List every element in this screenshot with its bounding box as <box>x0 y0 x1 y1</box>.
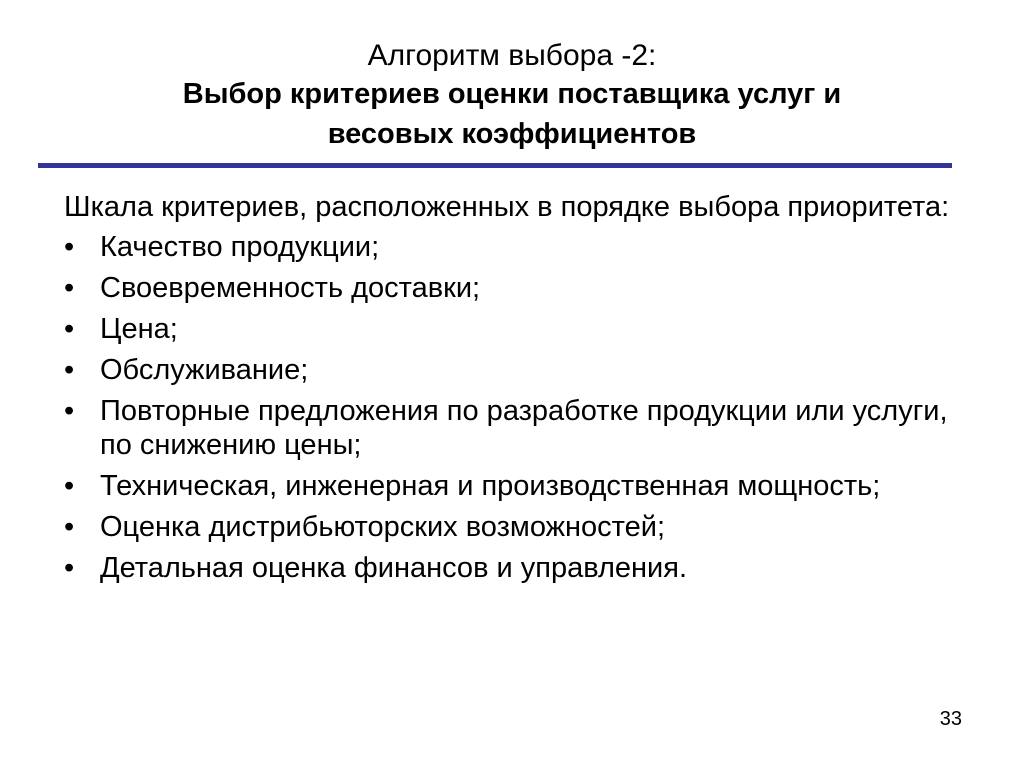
list-item <box>64 271 964 305</box>
title-divider <box>38 163 952 168</box>
title-subheading: Алгоритм выбора -2: <box>367 39 657 72</box>
list-item <box>64 394 964 462</box>
list-item-text: Техническая, инженерная и производственная мощность; <box>100 470 881 502</box>
page-number: 33 <box>939 708 962 730</box>
list-item <box>64 312 964 346</box>
list-item-text: Обслуживание; <box>100 354 309 386</box>
list-item-text: Детальная оценка финансов и управления. <box>100 552 688 584</box>
list-item <box>64 353 964 387</box>
bullet-icon: • <box>64 231 75 263</box>
list-item <box>64 551 964 585</box>
title-main-line-2: весовых коэффициентов <box>327 118 697 150</box>
intro-text: Шкала критериев, расположенных в порядке выбора приоритета: <box>64 191 950 223</box>
title-main-line-1: Выбор критериев оценки поставщика услуг и <box>182 78 842 110</box>
list-item-text: Оценка дистрибьюторских возможностей; <box>100 511 666 543</box>
criteria-list <box>64 230 964 585</box>
list-item <box>64 230 964 264</box>
bullet-icon: • <box>64 313 75 345</box>
bullet-icon: • <box>64 511 75 543</box>
bullet-icon: • <box>64 470 75 502</box>
list-item-text: Цена; <box>100 313 178 345</box>
list-item-text: Качество продукции; <box>100 231 380 263</box>
list-item-text: Повторные предложения по разработке продукции или услуги, по снижению цены; <box>100 395 948 461</box>
bullet-icon: • <box>64 354 75 386</box>
bullet-icon: • <box>64 552 75 584</box>
bullet-icon: • <box>64 272 75 304</box>
bullet-icon: • <box>64 395 75 427</box>
list-item-text: Своевременность доставки; <box>100 272 481 304</box>
list-item <box>64 469 964 503</box>
list-item <box>64 510 964 544</box>
slide-title <box>0 38 1024 154</box>
slide-body <box>64 190 964 592</box>
